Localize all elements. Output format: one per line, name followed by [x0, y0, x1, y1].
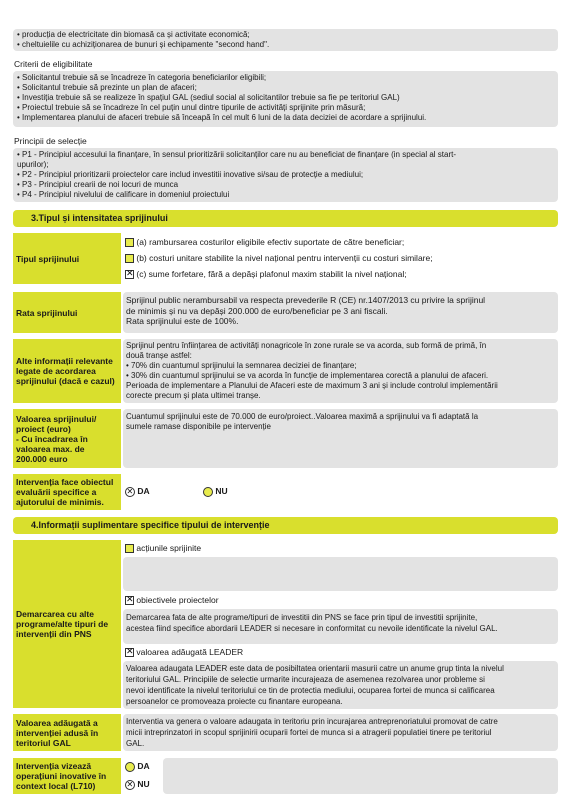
actiuni-checkbox[interactable]	[125, 544, 134, 553]
valoarea-adaugata-line: micii intreprinzatori in scopul sprijinirii ocuparii fortei de munca si a atragerii populatiei tinere pe teritoriul	[126, 728, 492, 737]
obiective-label: obiectivele proiectelor	[136, 595, 219, 605]
selection-item: • P4 - Principiul nivelului de calificare in domeniul proiectului	[17, 190, 230, 199]
demarcare-label: programe/alte tipuri de	[16, 619, 109, 629]
demarcare-label: intervenții din PNS	[16, 629, 92, 639]
alte-info-label: Alte informații relevante	[16, 356, 113, 366]
demarcare-label-cell	[13, 540, 121, 708]
selection-item: upurilor);	[17, 160, 49, 169]
inovative-label: Intervenția vizează	[16, 761, 92, 771]
alte-info-label: sprijinului (dacă e cazul)	[16, 376, 115, 386]
eligibility-heading: Criterii de eligibilitate	[14, 59, 93, 69]
selection-item: • P3 - Principiul crearii de noi locuri de munca	[17, 180, 179, 189]
valoarea-leader-line: persoanelor ce promoveaza proiecte cu finantare europeana.	[126, 697, 343, 706]
inovative-da-option[interactable]	[125, 761, 150, 772]
rata-line: de minimis și nu va depăși 200.000 de euro/beneficiar pe 3 ani fiscali.	[126, 305, 388, 316]
valoarea-line: sumele ramase disponibile pe intervenție	[126, 422, 271, 431]
valoarea-adaugata-line: GAL.	[126, 739, 145, 748]
rata-line: Rata sprijinului este de 100%.	[126, 316, 239, 326]
valoarea-label: 200.000 euro	[16, 453, 68, 464]
valoarea-line: Cuantumul sprijinului este de 70.000 de euro/proiect..Valoarea maximă a sprijinului va fi adaptată la	[126, 412, 479, 421]
valoarea-leader-text-box	[123, 661, 558, 709]
inovative-da-radio[interactable]	[125, 762, 135, 772]
top-bullet: • cheltuielile cu achiziționarea de bunuri și echipamente "second hand".	[17, 40, 270, 49]
valoarea-label: Valoarea sprijinului/	[16, 413, 97, 424]
eligibility-item: • Solicitantul trebuie să prezinte un plan de afaceri;	[17, 83, 197, 92]
valoarea-leader-line: teritoriului GAL. Principiile de selectie urmarite incurajeaza de asemenea rezolvarea unor probleme si	[126, 675, 485, 684]
alte-info-label-cell	[13, 339, 121, 403]
inovative-nu-option[interactable]	[125, 779, 150, 790]
valoarea-adaugata-label: intervenției adusă în	[16, 727, 99, 738]
rata-label-cell	[13, 292, 121, 333]
eligibility-box	[13, 71, 558, 127]
alte-info-line: Sprijinul pentru înființarea de activități nonagricole în zone rurale se va acorda, sub formă de primă, în	[126, 341, 487, 350]
valoarea-adaugata-label: teritoriul GAL	[16, 737, 71, 748]
minimis-da-label: DA	[137, 486, 150, 496]
section-4-header	[13, 517, 558, 534]
rata-line: Sprijinul public nerambursabil va respecta prevederile R (CE) nr.1407/2013 cu privire la sprijinul	[126, 295, 486, 305]
checkbox-a[interactable]	[125, 238, 134, 247]
obiective-checkbox-row[interactable]	[125, 595, 219, 606]
eligibility-item: • Proiectul trebuie să se încadreze în cel puțin unul dintre tipurile de activități sprijinite prin măsură;	[17, 103, 366, 112]
alte-info-line: • 30% din cuantumul sprijinului se va acorda în funcție de implementarea corectă a planului de afaceri.	[126, 371, 489, 380]
eligibility-item: • Solicitantul trebuie să se încadreze în categoria beneficiarilor eligibili;	[17, 73, 267, 82]
inovative-label: context local (L710)	[16, 781, 96, 791]
obiective-line: acestea fiind specifice abordarii LEADER si necesare in conformitat cu nevoile identificate la nivelul GAL.	[126, 624, 498, 633]
valoarea-adaugata-label-cell	[13, 714, 121, 751]
minimis-label: Intervenția face obiectul	[16, 477, 114, 487]
minimis-nu-option[interactable]	[203, 486, 228, 497]
checkbox-b[interactable]	[125, 254, 134, 263]
valoarea-leader-checkbox-checked[interactable]	[125, 648, 134, 657]
rata-text-box	[123, 292, 558, 333]
tip-sprijin-options	[125, 237, 560, 285]
valoarea-adaugata-line: Interventia va genera o valoare adaugata in teritoriu prin incurajarea antreprenoriatului promovat de catre	[126, 717, 498, 726]
rata-label: Rata sprijinului	[16, 307, 78, 318]
valoarea-label: proiect (euro)	[16, 423, 71, 434]
valoarea-leader-line: nevoi identificate la nivelul teritoriului ce tin de protectia mediului, ocuparea fortei de munca si calificarea	[126, 686, 495, 695]
eligibility-item: • Investiția trebuie să se realizeze în spațiul GAL (sediul social al solicitantilor trebuie sa fie pe teritoriul GAL)	[17, 93, 400, 102]
minimis-label: evaluării specifice a	[16, 487, 97, 497]
inovative-da-label: DA	[137, 761, 150, 771]
demarcare-label: Demarcarea cu alte	[16, 609, 94, 619]
section-4-title: 4.Informații suplimentare specifice tipului de intervenție	[31, 520, 270, 530]
selection-box	[13, 148, 558, 202]
minimis-nu-label: NU	[215, 486, 228, 496]
valoarea-leader-label: valoarea adăugată LEADER	[136, 647, 244, 657]
minimis-da-option[interactable]	[125, 486, 150, 497]
tip-option-c-label: (c) sume forfetare, fără a depăși plafonul maxim stabilit la nivel național;	[136, 269, 407, 279]
obiective-line: Demarcarea fata de alte programe/tipuri de investitii din PNS se face prin tipul de investitii sprijinite,	[126, 613, 478, 622]
valoarea-leader-line: Valoarea adaugata LEADER este data de posibiltatea orientarii masurii catre un anume grup tinta la nivelul	[126, 664, 504, 673]
alte-info-line: Perioada de implementare a Planului de Afaceri este de maximum 3 ani și include controlul implementării	[126, 381, 498, 390]
obiective-text-box	[123, 609, 558, 644]
selection-heading: Principii de selecție	[14, 136, 87, 146]
alte-info-line: două tranșe astfel:	[126, 351, 192, 360]
alte-info-text-box	[123, 339, 558, 403]
eligibility-item: • Implementarea planului de afaceri trebuie să înceapă în cel mult 6 luni de la data deciziei de acordare a sprijinului.	[17, 113, 427, 122]
minimis-da-radio-checked[interactable]	[125, 487, 135, 497]
tip-option-b[interactable]	[125, 253, 560, 269]
top-bullets-box	[13, 29, 558, 51]
actiuni-label: acțiunile sprijinite	[136, 543, 202, 553]
valoarea-adaugata-text-box	[123, 714, 558, 751]
valoarea-label-cell	[13, 409, 121, 468]
minimis-nu-radio[interactable]	[203, 487, 213, 497]
valoarea-adaugata-label: Valoarea adăugată a	[16, 717, 98, 728]
selection-item: • P1 - Principiul accesului la finanțare, în sensul prioritizării solicitanților care nu au beneficiat de finanțare (in special al start-	[17, 150, 457, 159]
inovative-text-box	[163, 758, 558, 794]
section-3-title: 3.Tipul și intensitatea sprijinului	[31, 213, 168, 223]
inovative-label: operațiuni inovative în	[16, 771, 107, 781]
tip-sprijin-label-cell	[13, 233, 121, 284]
checkbox-c-checked[interactable]	[125, 270, 134, 279]
tip-option-a-label: (a) rambursarea costurilor eligibile efectiv suportate de către beneficiar;	[136, 237, 405, 247]
minimis-label-cell	[13, 474, 121, 510]
inovative-label-cell	[13, 758, 121, 794]
alte-info-label: legate de acordarea	[16, 366, 96, 376]
inovative-nu-label: NU	[137, 779, 150, 789]
section-3-header	[13, 210, 558, 227]
valoarea-label: - Cu încadrarea în	[16, 433, 88, 444]
inovative-nu-radio-checked[interactable]	[125, 780, 135, 790]
selection-item: • P2 - Principiul prioritizarii proiectelor care includ investitii inovative si/sau de protecție a mediului;	[17, 170, 364, 179]
tip-option-a[interactable]	[125, 237, 560, 253]
tip-option-c[interactable]	[125, 269, 560, 285]
valoarea-leader-checkbox-row[interactable]	[125, 647, 243, 658]
minimis-label: ajutorului de minimis.	[16, 497, 104, 507]
actiuni-checkbox-row[interactable]	[125, 543, 201, 554]
valoarea-label: valoarea max. de	[16, 443, 85, 454]
tip-sprijin-label: Tipul sprijinului	[16, 253, 80, 264]
valoarea-text-box	[123, 409, 558, 468]
alte-info-line: • 70% din cuantumul sprijinului la semnarea deciziei de finanțare;	[126, 361, 357, 370]
obiective-checkbox-checked[interactable]	[125, 596, 134, 605]
tip-option-b-label: (b) costuri unitare stabilite la nivel național pentru intervenții cu costuri similare;	[136, 253, 433, 263]
top-bullet: • producția de electricitate din biomasă ca și activitate economică;	[17, 30, 250, 39]
actiuni-text-box	[123, 557, 558, 591]
alte-info-line: corecte precum și plata ultimei tranșe.	[126, 391, 261, 400]
